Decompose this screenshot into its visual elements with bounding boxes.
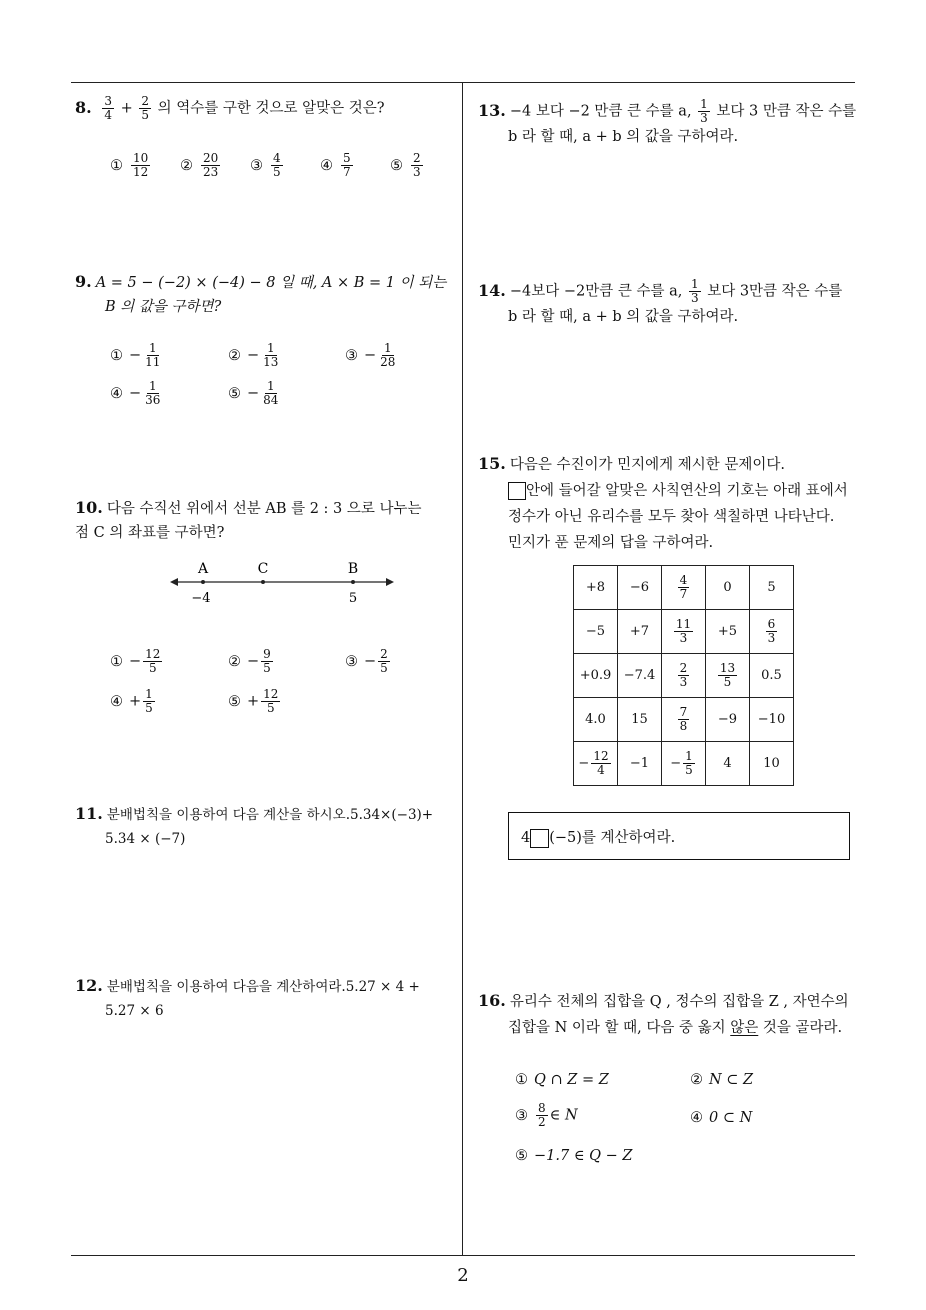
- question-number: 14.: [478, 280, 506, 300]
- table-cell[interactable]: −1: [618, 742, 662, 786]
- question-text: b 라 할 때, a + b 의 값을 구하여라.: [508, 309, 739, 325]
- question-number: 10.: [75, 498, 103, 517]
- table-row: [574, 654, 794, 698]
- blank-box: [530, 829, 549, 848]
- question-number: 16.: [478, 991, 506, 1010]
- table-cell[interactable]: 15: [618, 698, 662, 742]
- question-number: 12.: [75, 976, 103, 995]
- option-3[interactable]: ③ − $\frac{2}{5}$: [345, 647, 388, 675]
- bottom-rule: [71, 1255, 855, 1256]
- question-text: 보다 3 만큼 작은 수를: [716, 103, 857, 120]
- table-row: [574, 610, 794, 654]
- question-text: 다음 수직선 위에서 선분 AB 를 2 : 3 으로 나누는: [106, 501, 422, 517]
- table-cell[interactable]: $\frac{13}{5}$: [706, 654, 750, 698]
- option-4[interactable]: ④ $\frac{5}{7}$: [320, 151, 351, 179]
- option-1[interactable]: ① $\frac{10}{12}$: [110, 151, 149, 179]
- option-1[interactable]: ① Q ∩ Z = Z: [515, 1072, 609, 1088]
- question-text: 안에 들어갈 알맞은 사칙연산의 기호는 아래 표에서: [526, 483, 848, 499]
- option-2[interactable]: ② − $\frac{9}{5}$: [228, 647, 271, 675]
- option-4[interactable]: ④ + $\frac{1}{5}$: [110, 687, 153, 715]
- question-text: 분배법칙을 이용하여 다음 계산을 하시오.5.34×(−3)+: [106, 807, 434, 823]
- question-text: −4 보다 −2 만큼 큰 수를 a,: [509, 103, 692, 120]
- column-divider: [462, 82, 463, 1255]
- question-text: 집합을 N 이라 할 때, 다음 중 옳지: [508, 1020, 726, 1036]
- value-label-a: −4: [191, 591, 211, 606]
- question-text: A = 5 − (−2) × (−4) − 8 일 때, A × B = 1 이 되는: [95, 275, 447, 291]
- question-11: [75, 802, 460, 851]
- question-text: 민지가 푼 문제의 답을 구하여라.: [508, 535, 714, 551]
- question-10: [75, 496, 460, 545]
- point-label-c: C: [257, 561, 269, 577]
- table-cell[interactable]: 5: [750, 566, 794, 610]
- table-cell[interactable]: −6: [618, 566, 662, 610]
- table-row: [574, 698, 794, 742]
- table-row: [574, 742, 794, 786]
- question-number: 15.: [478, 454, 506, 473]
- question-number: 13.: [478, 100, 506, 120]
- table-cell[interactable]: 4: [706, 742, 750, 786]
- question-15: [478, 451, 863, 556]
- question-number: 8.: [75, 97, 92, 117]
- option-3[interactable]: ③ − $\frac{1}{28}$: [345, 341, 396, 369]
- question-text: 보다 3만큼 작은 수를: [707, 283, 843, 300]
- table-cell[interactable]: +5: [706, 610, 750, 654]
- table-cell[interactable]: 0.5: [750, 654, 794, 698]
- table-cell[interactable]: $\frac{11}{3}$: [662, 610, 706, 654]
- question-text: 정수가 아닌 유리수를 모두 찾아 색칠하면 나타난다.: [508, 509, 835, 525]
- question-text: −4보다 −2만큼 큰 수를 a,: [509, 283, 683, 300]
- table-cell[interactable]: +7: [618, 610, 662, 654]
- question-13: 13. −4 보다 −2 만큼 큰 수를 a, $\frac{1}{3}$ 보다 3 만큼 작은 수를 b 라 할 때, a + b 의 값을 구하여라.: [478, 97, 857, 145]
- table-cell[interactable]: − $\frac{1}{5}$: [662, 742, 706, 786]
- question-text: 의 역수를 구한 것으로 알맞은 것은?: [157, 100, 385, 117]
- option-5[interactable]: ⑤ $\frac{2}{3}$: [390, 151, 421, 179]
- table-cell[interactable]: 4.0: [574, 698, 618, 742]
- problem-text: (−5)를 계산하여라.: [549, 830, 676, 846]
- table-cell[interactable]: −10: [750, 698, 794, 742]
- blank-box: [508, 482, 526, 500]
- option-3[interactable]: ③ $\frac{4}{5}$: [250, 151, 281, 179]
- question-text: 5.27 × 6: [105, 1003, 164, 1019]
- question-12: [75, 974, 460, 1023]
- question-text: 점 C 의 좌표를 구하면?: [75, 525, 225, 541]
- problem-box: [508, 812, 850, 860]
- question-8: [75, 95, 385, 122]
- table-cell[interactable]: $\frac{6}{3}$: [750, 610, 794, 654]
- problem-text: 4: [521, 830, 531, 846]
- top-rule: [71, 82, 855, 83]
- page-number: 2: [457, 1265, 469, 1286]
- number-line: [168, 556, 398, 608]
- question-number: 11.: [75, 804, 103, 823]
- question-text: B 의 값을 구하면?: [105, 299, 222, 315]
- table-cell[interactable]: 0: [706, 566, 750, 610]
- table-cell[interactable]: − $\frac{12}{4}$: [574, 742, 618, 786]
- question-text: 유리수 전체의 집합을 Q , 정수의 집합을 Z , 자연수의: [509, 994, 849, 1010]
- option-3[interactable]: ③ $\frac{8}{2}$ ∈ N: [515, 1101, 578, 1129]
- point-label-a: A: [197, 561, 209, 577]
- number-table: [573, 565, 794, 786]
- table-cell[interactable]: −9: [706, 698, 750, 742]
- option-5[interactable]: ⑤ −1.7 ∈ Q − Z: [515, 1148, 633, 1164]
- table-cell[interactable]: $\frac{7}{8}$: [662, 698, 706, 742]
- table-cell[interactable]: 10: [750, 742, 794, 786]
- table-cell[interactable]: +8: [574, 566, 618, 610]
- plus-sign: +: [120, 100, 133, 117]
- fraction: $\frac{3}{4}$: [104, 94, 112, 122]
- option-4[interactable]: ④ − $\frac{1}{36}$: [110, 379, 161, 407]
- table-cell[interactable]: +0.9: [574, 654, 618, 698]
- option-5[interactable]: ⑤ + $\frac{12}{5}$: [228, 687, 279, 715]
- question-9: [75, 270, 460, 319]
- option-2[interactable]: ② N ⊂ Z: [690, 1072, 754, 1088]
- option-2[interactable]: ② $\frac{20}{23}$: [180, 151, 219, 179]
- option-2[interactable]: ② − $\frac{1}{13}$: [228, 341, 279, 369]
- question-text: 것을 골라라.: [762, 1020, 843, 1036]
- question-16: [478, 988, 868, 1041]
- table-row: [574, 566, 794, 610]
- question-text: 다음은 수진이가 민지에게 제시한 문제이다.: [509, 457, 786, 473]
- value-label-b: 5: [348, 591, 358, 606]
- question-text: b 라 할 때, a + b 의 값을 구하여라.: [508, 129, 739, 145]
- table-cell[interactable]: $\frac{2}{3}$: [662, 654, 706, 698]
- option-1[interactable]: ① − $\frac{1}{11}$: [110, 341, 161, 369]
- fraction: $\frac{2}{5}$: [141, 94, 149, 122]
- underlined-word: 않은: [730, 1020, 759, 1036]
- question-14: 14. −4보다 −2만큼 큰 수를 a, $\frac{1}{3}$ 보다 3만큼 작은 수를 b 라 할 때, a + b 의 값을 구하여라.: [478, 277, 843, 325]
- table-cell[interactable]: −7.4: [618, 654, 662, 698]
- table-cell[interactable]: −5: [574, 610, 618, 654]
- option-5[interactable]: ⑤ − $\frac{1}{84}$: [228, 379, 279, 407]
- option-1[interactable]: ① − $\frac{12}{5}$: [110, 647, 161, 675]
- table-cell[interactable]: $\frac{4}{7}$: [662, 566, 706, 610]
- question-text: 5.34 × (−7): [105, 831, 186, 847]
- question-text: 분배법칙을 이용하여 다음을 계산하여라.5.27 × 4 +: [106, 979, 420, 995]
- question-number: 9.: [75, 272, 92, 291]
- option-4[interactable]: ④ 0 ⊂ N: [690, 1110, 753, 1126]
- point-label-b: B: [347, 561, 359, 577]
